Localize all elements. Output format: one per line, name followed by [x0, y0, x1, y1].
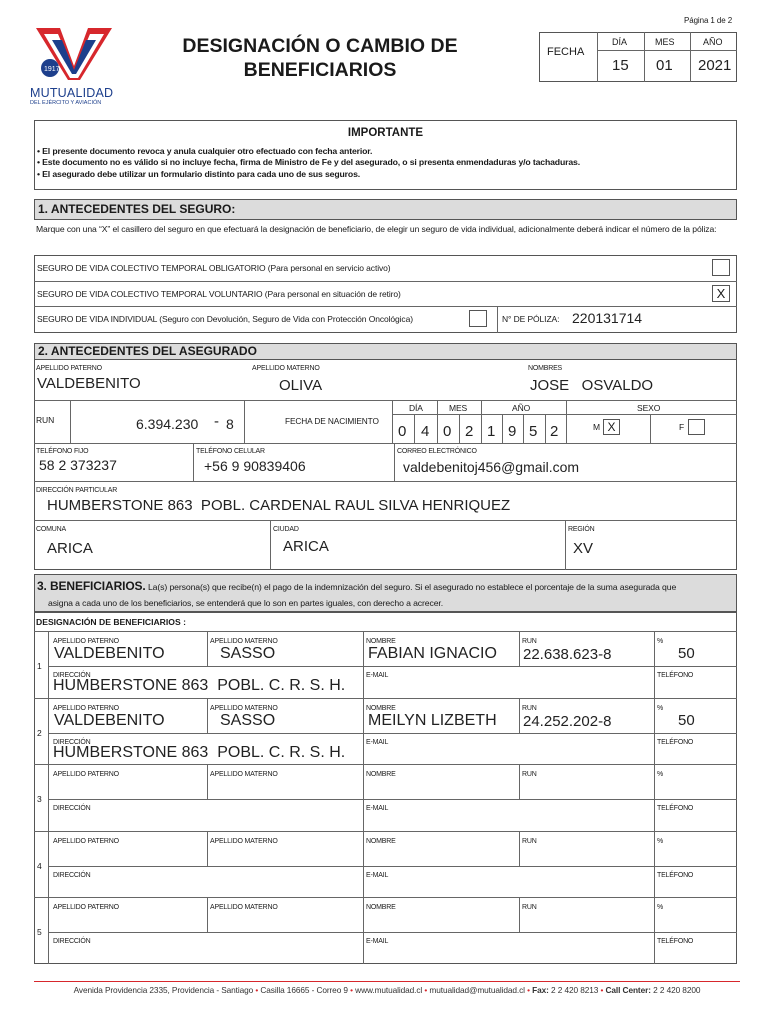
- beneficiary-pct-value[interactable]: 50: [678, 712, 695, 729]
- section-2-title: 2. ANTECEDENTES DEL ASEGURADO: [34, 343, 737, 360]
- beneficiary-nombre-value[interactable]: FABIAN IGNACIO: [368, 645, 497, 662]
- beneficiary-pct-label: %: [657, 769, 664, 778]
- run-dash: -: [214, 413, 219, 430]
- section-3-desc-line1: La(s) persona(s) que recibe(n) el pago de la indemnización del seguro. Si el asegurado no establece el porcentaje de la suma asegurada que: [147, 582, 677, 592]
- beneficiary-telefono-label: TELÉFONO: [657, 670, 694, 679]
- beneficiary-ap-paterno-label: APELLIDO PATERNO: [53, 636, 119, 645]
- date-day-label: DÍA: [612, 37, 628, 47]
- comuna-value[interactable]: ARICA: [47, 540, 93, 557]
- insurance-option-checkbox[interactable]: [469, 310, 487, 327]
- beneficiary-number: 3: [37, 794, 42, 804]
- beneficiary-nombre-label: NOMBRE: [366, 836, 396, 845]
- logo-subtitle: DEL EJÉRCITO Y AVIACIÓN: [30, 100, 102, 106]
- sex-male-checkbox[interactable]: X: [603, 419, 620, 435]
- footer: [34, 985, 740, 995]
- beneficiary-pct-label: %: [657, 636, 664, 645]
- beneficiary-direccion-label: DIRECCIÓN: [53, 803, 91, 812]
- beneficiary-direccion-label: DIRECCIÓN: [53, 936, 91, 945]
- beneficiary-ap-materno-value[interactable]: SASSO: [220, 645, 276, 662]
- important-item: • El presente documento revoca y anula cualquier otro efectuado con fecha anterior.: [37, 146, 373, 156]
- footer-separator: •: [255, 985, 261, 995]
- beneficiary-nombre-label: NOMBRE: [366, 769, 396, 778]
- date-label: FECHA: [547, 46, 585, 58]
- sex-female-label: F: [679, 422, 685, 432]
- svg-text:1917: 1917: [44, 66, 60, 73]
- telefono-fijo-label: TELÉFONO FIJO: [36, 446, 89, 455]
- insurance-option-label: SEGURO DE VIDA COLECTIVO TEMPORAL OBLIGATORIO (Para personal en servicio activo): [37, 263, 391, 273]
- sexo-label: SEXO: [637, 403, 661, 413]
- region-value[interactable]: XV: [573, 540, 594, 557]
- beneficiary-telefono-label: TELÉFONO: [657, 737, 694, 746]
- title-line-2: BENEFICIARIOS: [243, 59, 397, 81]
- beneficiary-direccion-label: DIRECCIÓN: [53, 737, 91, 746]
- date-year-value[interactable]: 2021: [698, 57, 732, 74]
- region-label: REGIÓN: [568, 524, 595, 533]
- beneficiary-run-value[interactable]: 24.252.202-8: [523, 713, 612, 730]
- correo-label: CORREO ELECTRÓNICO: [397, 446, 477, 455]
- date-year-label: AÑO: [703, 37, 723, 47]
- beneficiary-email-label: E-MAIL: [366, 803, 389, 812]
- date-day-value[interactable]: 15: [612, 57, 629, 74]
- logo-emblem-icon: [30, 20, 120, 86]
- beneficiary-ap-paterno-label: APELLIDO PATERNO: [53, 836, 119, 845]
- beneficiary-ap-materno-label: APELLIDO MATERNO: [210, 703, 278, 712]
- beneficiary-run-label: RUN: [522, 902, 537, 911]
- logo-wordmark: MUTUALIDAD: [30, 86, 114, 100]
- birth-digit[interactable]: 5: [529, 423, 538, 440]
- birth-date-label: FECHA DE NACIMIENTO: [285, 416, 379, 426]
- beneficiary-run-label: RUN: [522, 769, 537, 778]
- beneficiary-ap-materno-label: APELLIDO MATERNO: [210, 902, 278, 911]
- sex-female-checkbox[interactable]: [688, 419, 705, 435]
- beneficiary-nombre-value[interactable]: MEILYN LIZBETH: [368, 712, 497, 729]
- footer-address: Avenida Providencia 2335, Providencia - Santiago: [73, 985, 254, 995]
- footer-fax: 2 2 420 8213: [551, 985, 599, 995]
- beneficiary-email-label: E-MAIL: [366, 936, 389, 945]
- footer-rule: [34, 981, 740, 982]
- beneficiary-telefono-label: TELÉFONO: [657, 870, 694, 879]
- beneficiary-direccion-value[interactable]: HUMBERSTONE 863 POBL. C. R. S. H.: [53, 677, 346, 694]
- beneficiary-number: 2: [37, 728, 42, 738]
- beneficiary-ap-materno-value[interactable]: SASSO: [220, 712, 276, 729]
- section-3-description: [37, 578, 676, 611]
- important-list: [37, 146, 580, 180]
- birth-day-label: DÍA: [409, 403, 423, 413]
- beneficiary-ap-paterno-value[interactable]: VALDEBENITO: [54, 645, 165, 662]
- important-item: • Este documento no es válido si no incluye fecha, firma de Ministro de Fe y del asegurado, o si presenta enmendaduras y/o tachaduras.: [37, 157, 580, 168]
- beneficiary-pct-label: %: [657, 836, 664, 845]
- beneficiary-email-label: E-MAIL: [366, 737, 389, 746]
- footer-callcenter-label: Call Center:: [605, 985, 651, 995]
- birth-digit[interactable]: 1: [487, 423, 496, 440]
- beneficiary-ap-paterno-label: APELLIDO PATERNO: [53, 703, 119, 712]
- birth-year-label: AÑO: [512, 403, 531, 413]
- beneficiary-direccion-value[interactable]: HUMBERSTONE 863 POBL. C. R. S. H.: [53, 744, 346, 761]
- insurance-option-checkbox[interactable]: X: [712, 285, 730, 302]
- beneficiary-direccion-label: DIRECCIÓN: [53, 870, 91, 879]
- policy-number-label: N° DE PÓLIZA:: [502, 314, 560, 324]
- footer-callcenter: 2 2 420 8200: [653, 985, 701, 995]
- beneficiary-ap-materno-label: APELLIDO MATERNO: [210, 769, 278, 778]
- run-check-digit[interactable]: 8: [226, 416, 234, 432]
- beneficiary-direccion-label: DIRECCIÓN: [53, 670, 91, 679]
- birth-digit[interactable]: 0: [398, 423, 407, 440]
- birth-digit[interactable]: 9: [508, 423, 517, 440]
- beneficiary-nombre-label: NOMBRE: [366, 703, 396, 712]
- date-month-value[interactable]: 01: [656, 57, 673, 74]
- section-3-title: 3. BENEFICIARIOS.: [37, 579, 146, 593]
- insurance-option-label: SEGURO DE VIDA INDIVIDUAL (Seguro con Devolución, Seguro de Vida con Protección Oncológica): [37, 314, 413, 324]
- beneficiary-run-label: RUN: [522, 836, 537, 845]
- correo-value[interactable]: valdebenitoj456@gmail.com: [403, 459, 580, 475]
- policy-number-value[interactable]: 220131714: [572, 310, 643, 326]
- footer-email-link[interactable]: mutualidad@mutualidad.cl: [429, 985, 525, 995]
- birth-month-label: MES: [449, 403, 468, 413]
- beneficiary-telefono-label: TELÉFONO: [657, 803, 694, 812]
- mutualidad-logo: [30, 20, 120, 105]
- beneficiary-number: 1: [37, 661, 42, 671]
- beneficiary-ap-materno-label: APELLIDO MATERNO: [210, 836, 278, 845]
- beneficiary-email-label: E-MAIL: [366, 870, 389, 879]
- beneficiary-pct-label: %: [657, 703, 664, 712]
- beneficiary-ap-materno-label: APELLIDO MATERNO: [210, 636, 278, 645]
- important-item: • El asegurado debe utilizar un formulario distinto para cada uno de sus seguros.: [37, 168, 361, 179]
- apellido-paterno-value[interactable]: VALDEBENITO: [37, 375, 141, 392]
- title-line-1: DESIGNACIÓN O CAMBIO DE: [182, 35, 458, 57]
- birth-digit[interactable]: 2: [465, 423, 474, 440]
- section-1-instructions: Marque con una “X” el casillero del seguro en que efectuará la designación de beneficiario, de elegir un seguro de vida individual, adicionalmente deberá indicar el número de la póliza:: [36, 224, 717, 234]
- birth-digit[interactable]: 0: [443, 423, 452, 440]
- beneficiary-ap-paterno-label: APELLIDO PATERNO: [53, 769, 119, 778]
- insurance-option-checkbox[interactable]: [712, 259, 730, 276]
- beneficiary-number: 4: [37, 861, 42, 871]
- beneficiary-run-value[interactable]: 22.638.623-8: [523, 646, 612, 663]
- telefono-fijo-value[interactable]: 58 2 373237: [39, 457, 117, 473]
- footer-web-link[interactable]: www.mutualidad.cl: [355, 985, 423, 995]
- sex-male-label: M: [593, 422, 600, 432]
- insurance-option-label: SEGURO DE VIDA COLECTIVO TEMPORAL VOLUNTARIO (Para personal en situación de retiro): [37, 289, 401, 299]
- birth-digit[interactable]: 4: [421, 423, 430, 440]
- beneficiary-ap-paterno-value[interactable]: VALDEBENITO: [54, 712, 165, 729]
- ciudad-value[interactable]: ARICA: [283, 538, 329, 555]
- section-3-desc-line2: asigna a cada uno de los beneficiarios, se entenderá que lo son en partes iguales, con derecho a acrecer.: [48, 598, 444, 608]
- ciudad-label: CIUDAD: [273, 524, 299, 533]
- beneficiary-nombre-label: NOMBRE: [366, 902, 396, 911]
- designation-label: DESIGNACIÓN DE BENEFICIARIOS :: [36, 617, 186, 627]
- beneficiary-run-label: RUN: [522, 703, 537, 712]
- direccion-label: DIRECCIÓN PARTICULAR: [36, 485, 118, 494]
- beneficiary-ap-paterno-label: APELLIDO PATERNO: [53, 902, 119, 911]
- important-heading: IMPORTANTE: [347, 127, 424, 139]
- beneficiary-pct-value[interactable]: 50: [678, 645, 695, 662]
- nombres-label: NOMBRES: [528, 363, 563, 372]
- footer-separator: •: [424, 985, 430, 995]
- date-month-label: MES: [655, 37, 675, 47]
- beneficiary-run-label: RUN: [522, 636, 537, 645]
- footer-separator: •: [527, 985, 533, 995]
- run-number-value[interactable]: 6.394.230: [136, 416, 199, 432]
- birth-digit[interactable]: 2: [550, 423, 559, 440]
- apellido-materno-value[interactable]: OLIVA: [279, 377, 323, 394]
- footer-separator: •: [350, 985, 356, 995]
- footer-fax-label: Fax:: [532, 985, 549, 995]
- beneficiary-telefono-label: TELÉFONO: [657, 936, 694, 945]
- nombres-value[interactable]: JOSE OSVALDO: [530, 377, 654, 394]
- page-title: [150, 34, 490, 82]
- beneficiary-email-label: E-MAIL: [366, 670, 389, 679]
- direccion-value[interactable]: HUMBERSTONE 863 POBL. CARDENAL RAUL SILVA HENRIQUEZ: [47, 497, 511, 514]
- footer-casilla: Casilla 16665 - Correo 9: [260, 985, 348, 995]
- page-number: Página 1 de 2: [684, 16, 733, 25]
- beneficiary-nombre-label: NOMBRE: [366, 636, 396, 645]
- telefono-celular-value[interactable]: +56 9 90839406: [204, 458, 306, 474]
- footer-separator: •: [600, 985, 606, 995]
- comuna-label: COMUNA: [36, 524, 66, 533]
- run-label: RUN: [36, 415, 55, 425]
- telefono-celular-label: TELÉFONO CELULAR: [196, 446, 265, 455]
- apellido-materno-label: APELLIDO MATERNO: [252, 363, 320, 372]
- section-1-title: 1. ANTECEDENTES DEL SEGURO:: [34, 199, 737, 220]
- beneficiary-number: 5: [37, 927, 42, 937]
- beneficiary-pct-label: %: [657, 902, 664, 911]
- apellido-paterno-label: APELLIDO PATERNO: [36, 363, 102, 372]
